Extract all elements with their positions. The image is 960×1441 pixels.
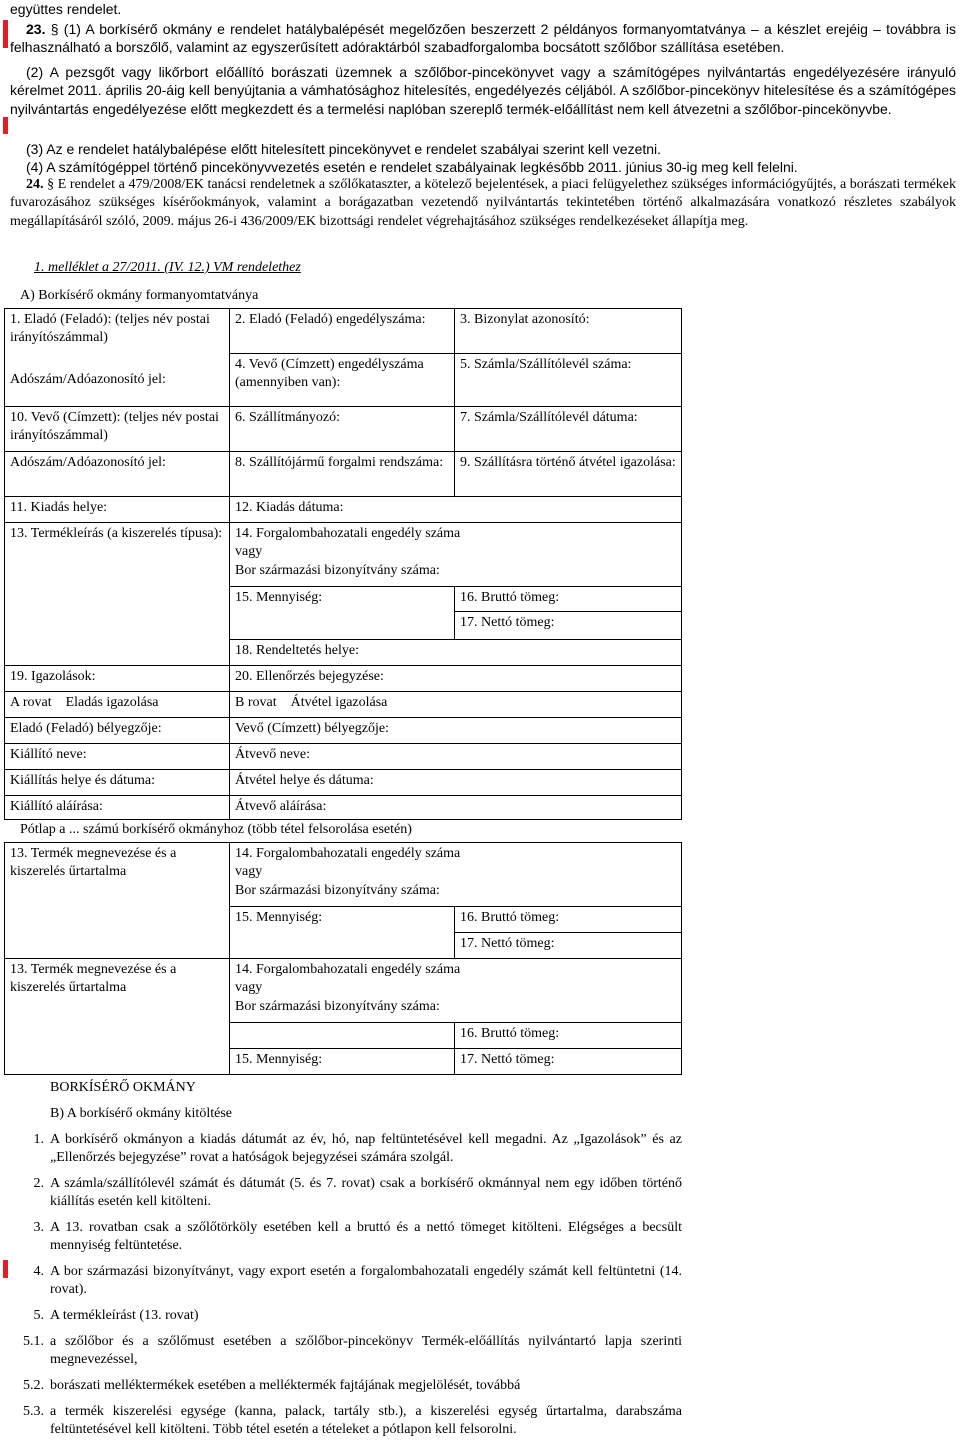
cell-row-b: B rovat Átvétel igazolása: [230, 692, 682, 718]
change-bar: [3, 20, 8, 48]
list-item: [0, 1219, 690, 1259]
supp-product-1: 13. Termék megnevezése és a kiszerelés űrtartalma: [5, 843, 230, 959]
cell-seller: [5, 309, 230, 407]
cell-document-id: 3. Bizonylat azonosító:: [455, 309, 682, 354]
supp-licence-1: [230, 843, 682, 907]
supp-quantity-1: 15. Mennyiség:: [230, 907, 455, 959]
change-bar: [3, 117, 8, 134]
section-24-text: E rendelet a 479/2008/EK tanácsi rendeletnek a szőlőkataszter, a kötelező bejelentések, a piaci felügyelethez szükséges információgyűjtés, a borászati termékek fuvarozásához szükséges kísérőokmányok, valamint a borágazatban vezetendő nyilvántartás tekintetében történő alkalmazására vonatkozó részletes szabályok megállapításáról szóló, 2009. május 26-i 436/2009/EK bizottsági rendelet végrehajtásához szükséges rendelkezéseket állapítja meg.: [10, 177, 957, 229]
cell-quantity: 15. Mennyiség:: [230, 587, 455, 640]
list-item-number: 5.1.: [23, 1334, 44, 1349]
list-item-text: A bor származási bizonyítványt, vagy export esetén a forgalombahozatali engedély számát kell feltüntetni (14. rovat).: [50, 1264, 682, 1298]
cell-receiver-signature: Átvevő aláírása:: [230, 796, 682, 820]
cell-invoice-date: 7. Számla/Szállítólevél dátuma:: [455, 407, 682, 452]
section-symbol: §: [50, 21, 59, 37]
continuation-text: együttes rendelet.: [10, 1, 122, 17]
supp-gross-2: 16. Bruttó tömeg:: [455, 1023, 682, 1049]
cell-issuer-name: Kiállító neve:: [5, 744, 230, 770]
cell-issue-place: 11. Kiadás helye:: [5, 497, 230, 523]
supp-net-1: 17. Nettó tömeg:: [455, 933, 682, 959]
list-item: [0, 1131, 690, 1171]
licence-or: vagy: [235, 980, 263, 996]
section-a-title: A) Borkísérő okmány formanyomtatványa: [20, 288, 259, 303]
section-23-para-2: (2) A pezsgőt vagy likőrbort előállító borászati üzemnek a szőlőbor-pincekönyvet vagy a számítógépes nyilvántartás engedélyezésére irányuló kérelmet 2011. április 20-áig kell benyújtania a vámhatósághoz hitelesítés, engedélyezés céljából. A szőlőbor-pincekönyv hitelesítése és a számítógépes nyilvántartás engedélyezése előtt megkezdett és a termelési naplóban szereplő termék-előállítást nem kell átvezetni a szőlőbor-pincekönyvbe.: [10, 64, 956, 117]
section-23-para-3: (3) Az e rendelet hatálybalépése előtt hitelesített pincekönyvet e rendelet szabályai szerint kell vezetni.: [26, 141, 662, 157]
cell-licence-number: [230, 523, 682, 587]
list-item-number: 3.: [33, 1220, 44, 1235]
list-item: [0, 1307, 690, 1327]
list-item: [0, 1333, 690, 1373]
section-23-para-4: (4) A számítógéppel történő pincekönyvvezetés esetén e rendelet szabályainak legkésőbb 2011. június 30-ig meg kell felelni.: [26, 159, 798, 175]
cell-issue-date: 12. Kiadás dátuma:: [230, 497, 682, 523]
cell-weights: [455, 587, 682, 640]
supp-gross-1: 16. Bruttó tömeg:: [455, 907, 682, 933]
cell-issuer-signature: Kiállító aláírása:: [5, 796, 230, 820]
list-item-text: A termékleírást (13. rovat): [50, 1308, 199, 1323]
list-item-text: A számla/szállítólevél számát és dátumát (5. és 7. rovat) csak a borkísérő okmánnyal nem egy időben történő kiállítás esetén kell kitölteni.: [50, 1176, 682, 1210]
list-item-number: 5.3.: [23, 1404, 44, 1419]
list-item-text: borászati melléktermékek esetében a melléktermék fajtájának megjelölését, továbbá: [50, 1378, 521, 1393]
licence-or: vagy: [235, 864, 263, 880]
section-23-text-1: (1) A borkísérő okmány e rendelet hatálybalépését megelőzően beszerzett 2 példányos formanyomtatványa – a készlet erejéig – továbbra is felhasználható a borszőlő, valamint az egyszerűsített adóraktárból szabadforgalomba bocsátott szőlőbor szállítása esetében.: [10, 21, 957, 56]
cell-receipt-place-date: Átvétel helye és dátuma:: [230, 770, 682, 796]
cell-row-a: A rovat Eladás igazolása: [5, 692, 230, 718]
net-weight-label: 17. Nettó tömeg:: [460, 615, 555, 630]
list-item-number: 5.: [33, 1308, 44, 1323]
cell-certifications: 19. Igazolások:: [5, 666, 230, 692]
section-b-title: B) A borkísérő okmány kitöltése: [50, 1106, 232, 1121]
list-item: [0, 1175, 690, 1215]
origin-cert-label: Bor származási bizonyítvány száma:: [235, 998, 440, 1014]
list-item-text: a szőlőbor és a szőlőmust esetében a szőlőbor-pincekönyv Termék-előállítás nyilvántartó lapja szerinti megnevezéssel,: [50, 1334, 682, 1368]
list-item-number: 4.: [33, 1264, 44, 1279]
cell-buyer-licence: 4. Vevő (Címzett) engedélyszáma (amennyiben van):: [230, 354, 455, 407]
cell-forwarder: 6. Szállítmányozó:: [230, 407, 455, 452]
cell-buyer: 10. Vevő (Címzett): (teljes név postai irányítószámmal): [5, 407, 230, 452]
list-item: [0, 1377, 690, 1397]
seller-tax-id-label: Adószám/Adóazonosító jel:: [10, 372, 166, 387]
supp-product-2: 13. Termék megnevezése és a kiszerelés űrtartalma: [5, 959, 230, 1075]
licence-or: vagy: [235, 544, 263, 560]
cell-vehicle-plate: 8. Szállítójármű forgalmi rendszáma:: [230, 452, 455, 497]
section-23-para-1: [10, 20, 956, 57]
section-24-para: [10, 176, 956, 231]
list-item: [0, 1263, 690, 1303]
gross-weight-label: 16. Bruttó tömeg:: [455, 587, 681, 612]
list-item-text: a termék kiszerelési egysége (kanna, palack, tartály stb.), a kiszerelési egység űrtartalma, darabszáma feltüntetésével kell kitölteni. Több tétel esetén a tételeket a pótlapon kell felsorolni.: [50, 1404, 682, 1438]
licence-label: 14. Forgalombahozatali engedély száma: [235, 962, 461, 977]
list-item: [0, 1403, 690, 1441]
origin-cert-label: Bor származási bizonyítvány száma:: [235, 882, 440, 898]
list-item-number: 5.2.: [23, 1378, 44, 1393]
document-footer-title: BORKÍSÉRŐ OKMÁNY: [50, 1080, 196, 1095]
cell-inspection: 20. Ellenőrzés bejegyzése:: [230, 666, 682, 692]
wine-document-form: [4, 308, 682, 820]
cell-product-description: 13. Termékleírás (a kiszerelés típusa):: [5, 523, 230, 666]
cell-invoice-number: 5. Számla/Szállítólevél száma:: [455, 354, 682, 407]
cell-receipt-confirmation: 9. Szállításra történő átvétel igazolása:: [455, 452, 682, 497]
supp-quantity-2: 15. Mennyiség:: [230, 1049, 455, 1075]
origin-cert-label: Bor származási bizonyítvány száma:: [235, 562, 440, 578]
licence-label: 14. Forgalombahozatali engedély száma: [235, 526, 461, 541]
annex-heading: 1. melléklet a 27/2011. (IV. 12.) VM rendelethez: [34, 260, 301, 275]
cell-buyer-tax-id: Adószám/Adóazonosító jel:: [5, 452, 230, 497]
list-item-number: 1.: [33, 1132, 44, 1147]
cell-receiver-name: Átvevő neve:: [230, 744, 682, 770]
cell-seller-stamp: Eladó (Feladó) bélyegzője:: [5, 718, 230, 744]
list-item-text: A 13. rovatban csak a szőlőtörköly esetében kell a bruttó és a nettó tömeget kitölteni. Elégséges a becsült mennyiség feltüntetése.: [50, 1220, 682, 1254]
section-23-number: 23.: [26, 21, 46, 37]
cell-seller-licence: 2. Eladó (Feladó) engedélyszáma:: [230, 309, 455, 354]
supp-net-2: 17. Nettó tömeg:: [455, 1049, 682, 1075]
supp-spacer: [230, 1023, 455, 1049]
section-24-number: 24.: [26, 177, 44, 192]
cell-issue-place-date: Kiállítás helye és dátuma:: [5, 770, 230, 796]
licence-label: 14. Forgalombahozatali engedély száma: [235, 846, 461, 861]
list-item-text: A borkísérő okmányon a kiadás dátumát az év, hó, nap feltüntetésével kell megadni. Az „Igazolások” és az „Ellenőrzés bejegyzése” rovat a hatóságok bejegyzései számára szolgál.: [50, 1132, 682, 1166]
seller-label: 1. Eladó (Feladó): (teljes név postai irányítószámmal): [10, 312, 210, 346]
supplement-title: Pótlap a ... számú borkísérő okmányhoz (több tétel felsorolása esetén): [20, 822, 412, 837]
section-symbol: §: [47, 177, 55, 192]
cell-buyer-stamp: Vevő (Címzett) bélyegzője:: [230, 718, 682, 744]
supp-licence-2: [230, 959, 682, 1023]
supplement-form: [4, 842, 682, 1075]
cell-destination: 18. Rendeltetés helye:: [230, 640, 682, 666]
list-item-number: 2.: [33, 1176, 44, 1191]
